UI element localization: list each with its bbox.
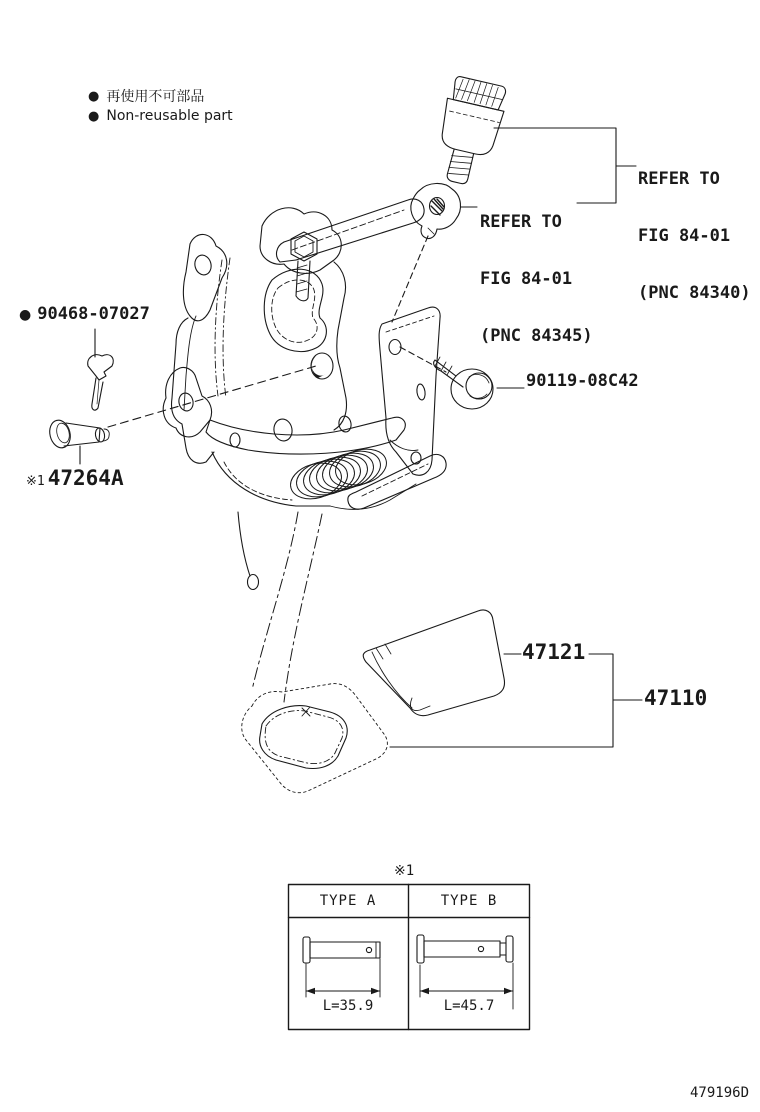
- refer-note-pnc84340: [638, 132, 751, 341]
- pin-length-type-a: L=35.9: [322, 998, 374, 1014]
- refer-note-line: FIG 84-01: [638, 226, 731, 246]
- clevis-pin-drawing: [47, 418, 109, 450]
- non-reusable-bullet-icon: ●: [19, 307, 32, 323]
- pin-length-type-b: L=45.7: [443, 998, 495, 1014]
- refer-note-line: FIG 84-01: [480, 269, 573, 289]
- table-note-mark: ※1: [394, 863, 415, 879]
- part-number-text: 90468-07027: [37, 304, 150, 324]
- grommet-drawing: [411, 183, 461, 238]
- part-number-90119-08C42: 90119-08C42: [526, 371, 639, 391]
- refer-note-pnc84345: [480, 175, 593, 384]
- part-number-47121: 47121: [522, 640, 586, 664]
- clip-drawing: [88, 355, 114, 410]
- type-a-pin-drawing: [303, 937, 380, 997]
- refer-note-line: (PNC 84345): [480, 326, 593, 346]
- pedal-pad-drawing-47121: [363, 610, 504, 716]
- stop-lamp-switch-drawing: [429, 75, 509, 189]
- pedal-plate-drawing: [242, 684, 388, 793]
- legend-text-en: Non-reusable part: [106, 108, 233, 124]
- drawing-code: 479196D: [690, 1085, 750, 1101]
- non-reusable-legend: [88, 86, 233, 126]
- pedal-arm-hidden-lines: [252, 512, 322, 702]
- table-header-type-a: TYPE A: [319, 893, 377, 909]
- pin-dashed-line: [108, 366, 316, 427]
- legend-row-en: [88, 106, 233, 126]
- pedal-support-bracket-drawing: [163, 199, 440, 589]
- non-reusable-bullet-icon: ●: [88, 108, 100, 124]
- refer-note-line: REFER TO: [480, 212, 562, 232]
- grommet-dashed-line: [392, 236, 428, 322]
- refer-note-line: (PNC 84340): [638, 283, 751, 303]
- non-reusable-bullet-icon: ●: [88, 88, 100, 104]
- pedal-bracket-lines-47110: [390, 654, 642, 747]
- part-number-47110: 47110: [644, 686, 708, 710]
- refer-note-line: REFER TO: [638, 169, 720, 189]
- legend-text-jp: 再使用不可部品: [106, 89, 205, 105]
- part-number-text: 47264A: [47, 466, 124, 490]
- table-header-type-b: TYPE B: [440, 893, 498, 909]
- bolt-dashed-line: [400, 347, 446, 372]
- note-reference-mark: ※1: [26, 474, 45, 489]
- part-number-90468-07027: [19, 305, 150, 325]
- legend-row-jp: [88, 86, 233, 106]
- part-number-47264A: [26, 467, 124, 493]
